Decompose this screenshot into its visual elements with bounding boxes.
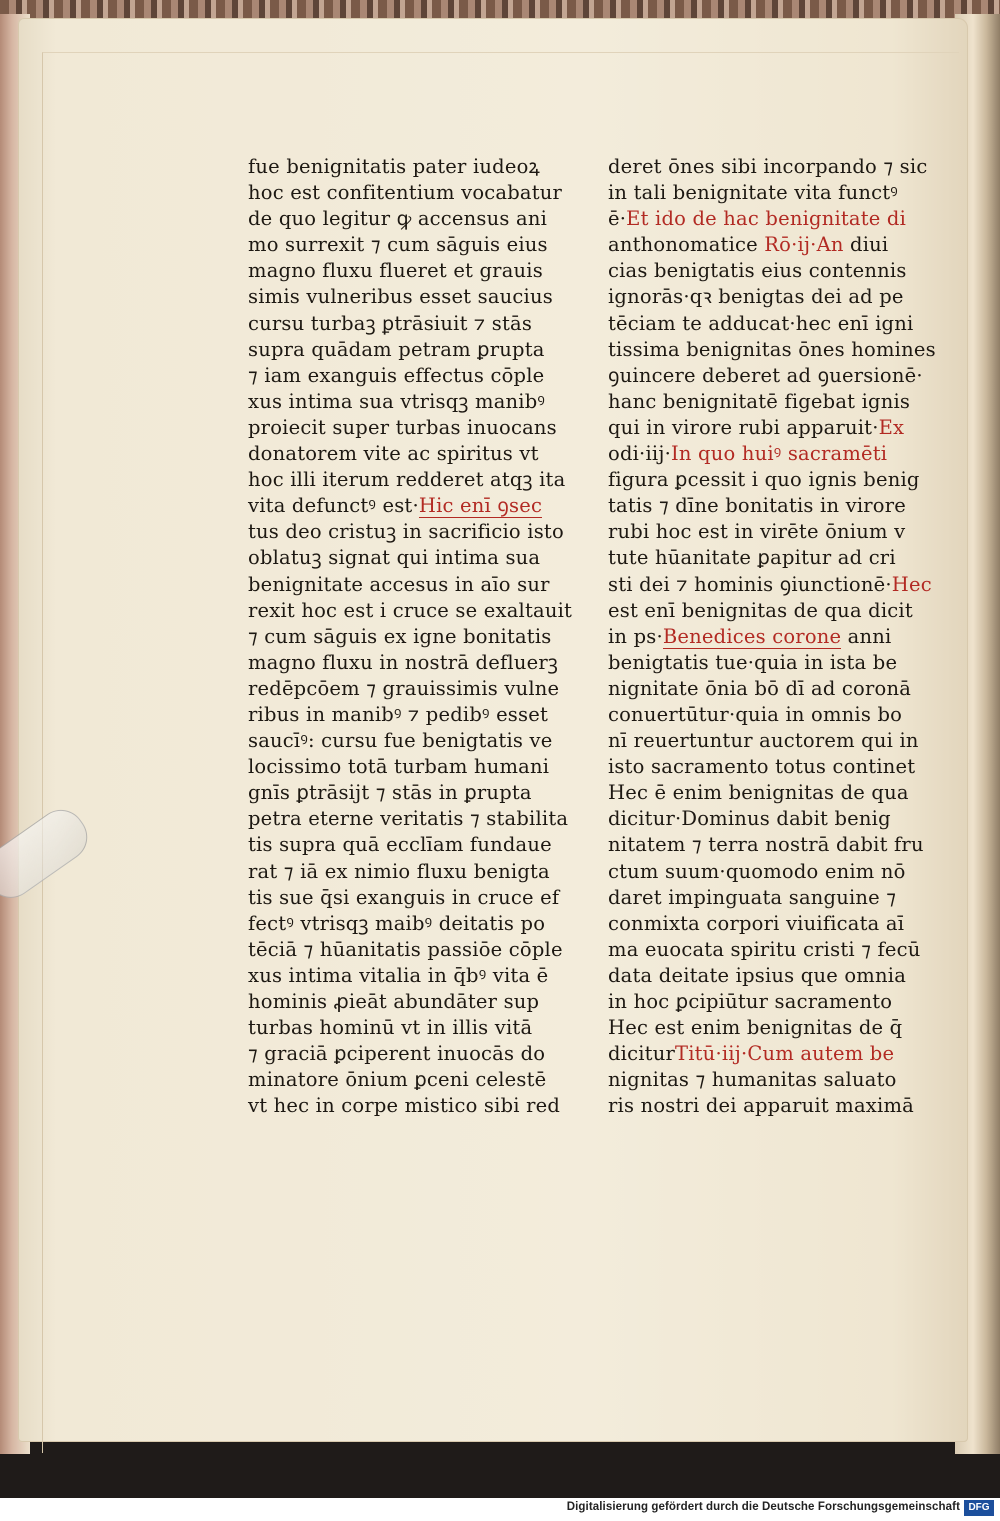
text-line: in hoc ꝑcipiūtur sacramento [608, 990, 893, 1013]
text-segment: ē· [608, 207, 627, 231]
text-segment: anni [841, 624, 892, 648]
text-line: minatore ōnium ꝑceni celestē [248, 1068, 547, 1092]
rubric-text: Ex [878, 415, 905, 439]
text-line: nī reuertuntur auctorem qui in [608, 729, 919, 753]
marbled-top-edge [0, 0, 1000, 20]
text-line: tissima benignitas ōnes homines [608, 337, 936, 361]
text-line: daret impinguata sanguine ⁊ [608, 885, 897, 909]
text-segment: diui [843, 233, 889, 257]
text-line [608, 206, 908, 232]
text-line: ⁊ iam exanguis effectus cōple [248, 363, 545, 387]
text-line: Hec ē enim benignitas de qua [608, 781, 909, 805]
text-line: tēciā ⁊ hūanitatis passiōe cōple [248, 937, 563, 961]
text-line [608, 572, 932, 598]
text-line: tatis ⁊ dīne bonitatis in virore [608, 494, 906, 518]
text-line: ris nostri dei apparuit maximā [608, 1094, 914, 1118]
text-line: donatorem vite ac spiritus vt [248, 442, 539, 466]
text-line: ignorās·qꝛ benigtas dei ad pe [608, 285, 904, 309]
text-line: rat ⁊ iā ex nimio fluxu benigta [248, 859, 550, 883]
text-line: tis supra quā ecclīam fundaue [248, 833, 552, 857]
text-segment: vita defunctꝰ est· [248, 494, 419, 518]
text-line: figura ꝑcessit i quo ignis benig [608, 468, 920, 492]
text-line: est enī benignitas de qua dicit [608, 598, 913, 622]
text-line: deret ōnes sibi incorpando ⁊ sic [608, 155, 928, 178]
text-segment: anthonomatice [608, 233, 758, 257]
text-line: isto sacramento totus continet [608, 755, 916, 779]
rubric-text: Benedices corone [662, 624, 842, 648]
rubric-text: Et ido de hac benignitate di [626, 207, 907, 231]
text-segment: sti dei ⁊ hominis ꝯiunctionē· [608, 572, 892, 596]
text-line: Hec est enim benignitas de q̄ [608, 1016, 903, 1040]
text-line: cias benigtatis eius contennis [608, 259, 907, 283]
text-line: nitatem ⁊ terra nostrā dabit fru [608, 833, 924, 857]
text-line: hanc benignitatē figebat ignis [608, 389, 911, 413]
text-line: ma euocata spiritu cristi ⁊ fecū [608, 937, 921, 961]
text-line: magno fluxu flueret et grauis [248, 259, 543, 283]
text-line: ⁊ graciā ꝑciperent inuocās do [248, 1042, 546, 1066]
text-line: conuertūtur·quia in omnis bo [608, 702, 903, 726]
right-text-column [608, 154, 936, 1119]
text-segment: dicitur [608, 1042, 675, 1066]
text-line: nignitas ⁊ humanitas saluato [608, 1068, 897, 1092]
text-line [608, 232, 908, 258]
text-line: saucīꝰ: cursu fue benigtatis ve [248, 729, 553, 753]
text-line: locissimo totā turbam humani [248, 755, 550, 779]
text-line: turbas hominū vt in illis vitā [248, 1016, 533, 1040]
text-line: hoc est confitentium vocabatur [248, 181, 563, 205]
text-line: cursu turbaꝫ ꝑtrāsiuit ⁊ stās [248, 311, 533, 335]
text-line: petra eterne veritatis ⁊ stabilita [248, 807, 569, 831]
text-line [608, 441, 908, 467]
text-line: tute hūanitate ꝑapitur ad cri [608, 546, 896, 570]
rubric-text: Hic enī ꝯsec [418, 494, 543, 518]
text-line: simis vulneribus esset saucius [248, 285, 553, 309]
rubric-text: Cum autem be [747, 1042, 895, 1066]
text-line: mo surrexit ⁊ cum sāguis eius [248, 233, 548, 257]
text-line: in tali benignitate vita functꝰ [608, 181, 898, 205]
text-line: ⁊ cum sāguis ex igne bonitatis [248, 624, 552, 648]
rubric-text: Rō·ij·An [764, 233, 844, 257]
text-line [248, 493, 548, 519]
text-line: hoc illi iterum redderet atqꝫ ita [248, 468, 566, 492]
text-line: xus intima vitalia in q̄bꝰ vita ē [248, 963, 549, 987]
text-line: fectꝰ vtrisqꝫ maibꝰ deitatis po [248, 911, 546, 935]
text-line: data deitate ipsius que omnia [608, 963, 907, 987]
text-line: tēciam te adducat·hec enī igni [608, 311, 914, 335]
text-line: ꝯuincere deberet ad ꝯuersionē· [608, 363, 923, 387]
text-line: de quo legitur ꝙ accensus ani [248, 207, 548, 231]
text-line: dicitur·Dominus dabit benig [608, 807, 891, 831]
text-line: conmixta corpori viuificata aī [608, 911, 905, 935]
text-line: ctum suum·quomodo enim nō [608, 859, 906, 883]
text-line: tis sue q̄si exanguis in cruce ef [248, 885, 560, 909]
text-line: gnīs ꝑtrāsijt ⁊ stās in ꝑrupta [248, 781, 532, 805]
text-line [608, 624, 908, 650]
text-line: nignitate ōnia bō dī ad coronā [608, 676, 912, 700]
text-line: xus intima sua vtrisqꝫ manibꝰ [248, 389, 546, 413]
text-segment: odi·iij· [608, 442, 671, 466]
text-line: oblatuꝫ signat qui intima sua [248, 546, 541, 570]
text-segment: qui in virore rubi apparuit· [608, 415, 879, 439]
text-line: benignitate accesus in aīo sur [248, 572, 550, 596]
text-line: tus deo cristuꝫ in sacrificio isto [248, 520, 564, 544]
text-line [608, 1041, 908, 1067]
text-line: fue benignitatis pater iudeoꝝ [248, 155, 540, 178]
dfg-logo: DFG [964, 1500, 994, 1516]
text-segment: in ps· [608, 624, 663, 648]
text-line: benigtatis tue·quia in ista be [608, 650, 898, 674]
left-text-column [248, 154, 573, 1119]
text-line: supra quādam petram ꝑrupta [248, 337, 545, 361]
text-line: ribus in manibꝰ ⁊ pedibꝰ esset [248, 702, 548, 726]
rubric-text: In quo huiꝰ sacramēti [670, 442, 888, 466]
text-line: vt hec in corpe mistico sibi red [248, 1094, 561, 1118]
rubric-text: Titū·iij· [675, 1042, 748, 1066]
funding-credit: Digitalisierung gefördert durch die Deutsche Forschungsgemeinschaft [566, 1501, 960, 1513]
text-line: hominis ꝓieāt abundāter sup [248, 990, 540, 1013]
text-line: proiecit super turbas inuocans [248, 415, 557, 439]
text-line: rexit hoc est i cruce se exaltauit [248, 598, 573, 622]
text-line: redēpcōem ⁊ grauissimis vulne [248, 676, 560, 700]
text-line: magno fluxu in nostrā defluerꝫ [248, 650, 559, 674]
text-line [608, 415, 908, 441]
rubric-text: Hec [891, 572, 932, 596]
text-line: rubi hoc est in virēte ōnium v [608, 520, 906, 544]
